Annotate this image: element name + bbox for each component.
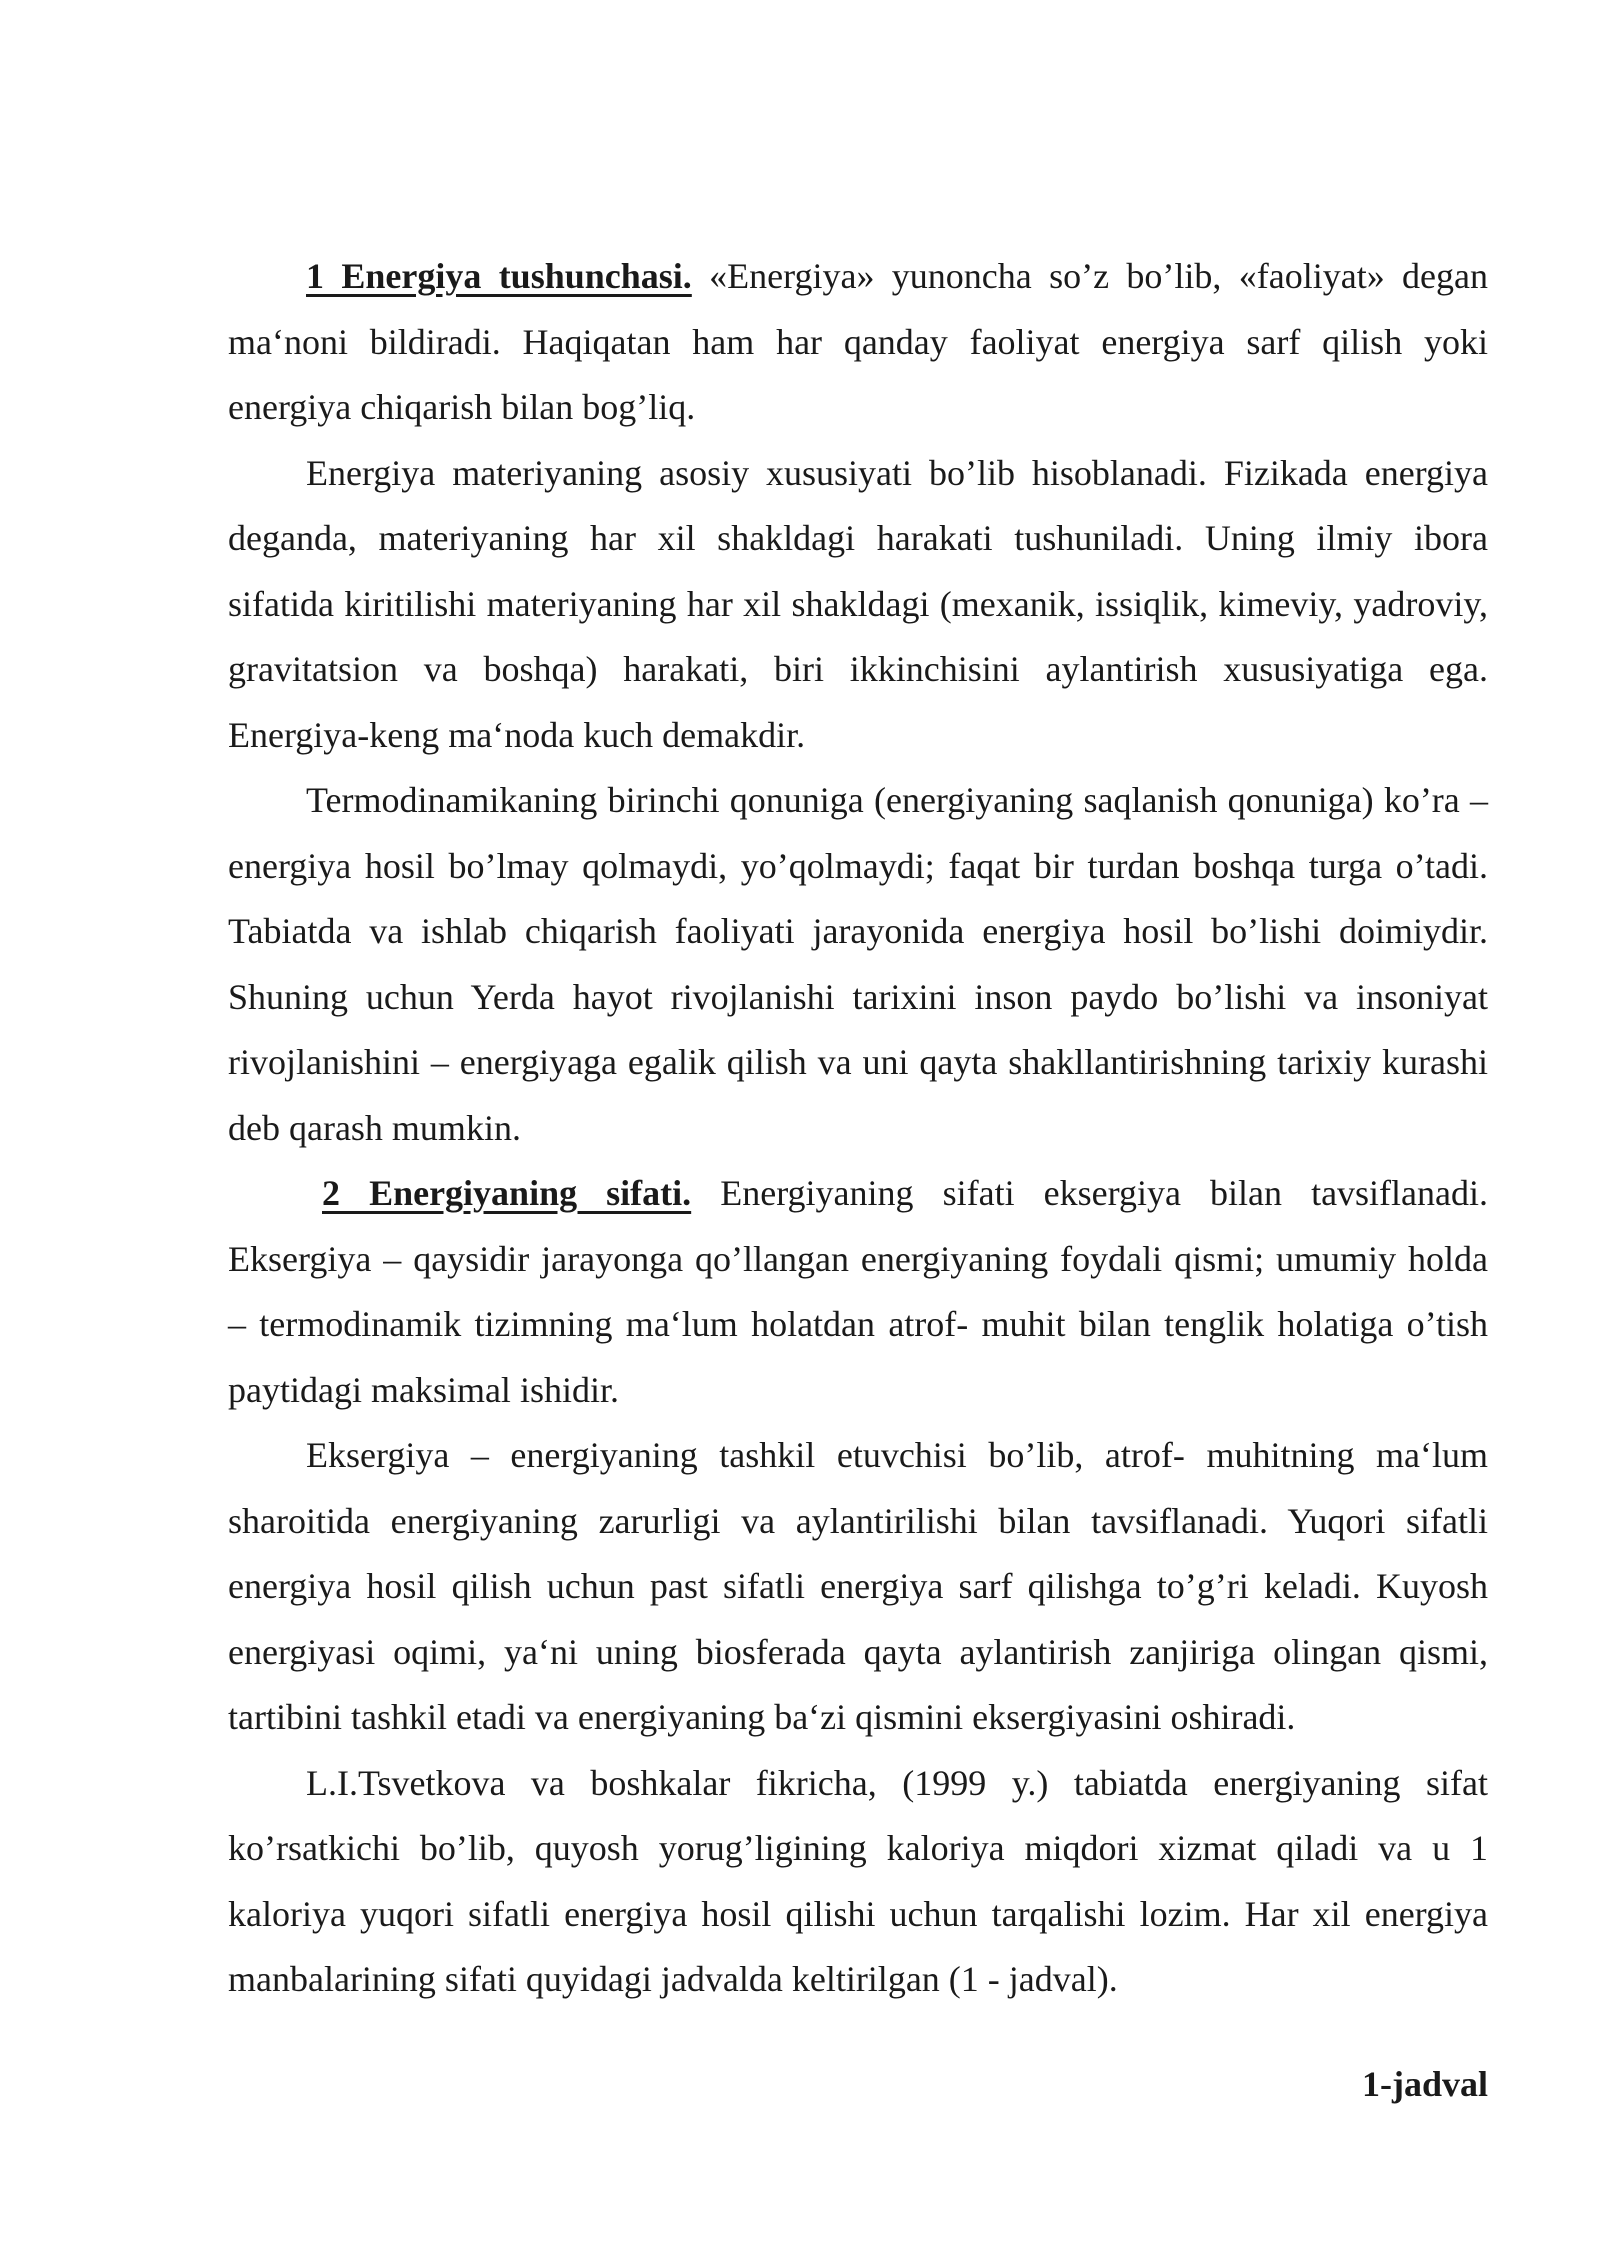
paragraph: Energiya materiyaning asosiy xususiyati bo’lib hisoblanadi. Fizikada energiya deganda, materiyaning har xil shakldagi harakati tushuniladi. Uning ilmiy ibora sifatida kiritilishi materiyaning har xil shakldagi (mexanik, issiqlik, kimeviy, yadroviy, gravitatsion va boshqa) harakati, biri ikkinchisini aylantirish xususiyatiga ega. Energiya-keng ma‘noda kuch demakdir. — [228, 452, 1488, 755]
section-heading: 2 Energiyaning sifati. — [322, 1173, 692, 1213]
table-label: 1-jadval — [1362, 2064, 1488, 2104]
paragraph-text: Energiyaning sifati eksergiya bilan tavsiflanadi. Eksergiya – qaysidir jarayonga qo’llangan energiyaning foydali qismi; umumiy holda – termodinamik tizimning ma‘lum holatdan atrof- muhit bilan tenglik holatiga o’tish paytidagi maksimal ishidir. — [228, 1173, 1489, 1410]
paragraph — [228, 1161, 1488, 1423]
paragraph: L.I.Tsvetkova va boshkalar fikricha, (1999 y.) tabiatda energiyaning sifat ko’rsatkichi bo’lib, quyosh yorug’ligining kaloriya miqdori xizmat qiladi va u 1 kaloriya yuqori sifatli energiya hosil qilishi uchun tarqalishi lozim. Har xil energiya manbalarining sifati quyidagi jadvalda keltirilgan (1 - jadval). — [228, 1762, 1488, 1999]
paragraph — [228, 244, 1488, 441]
paragraph: Termodinamikaning birinchi qonuniga (energiyaning saqlanish qonuniga) ko’ra – energiya hosil bo’lmay qolmaydi, yo’qolmaydi; faqat bir turdan boshqa turga o’tadi. Tabiatda va ishlab chiqarish faoliyati jarayonida energiya hosil bo’lishi doimiydir. Shuning uchun Yerda hayot rivojlanishi tarixini inson paydo bo’lishi va insoniyat rivojlanishini – energiyaga egalik qilish va uni qayta shakllantirishning tarixiy kurashi deb qarash mumkin. — [228, 780, 1488, 1148]
section-heading: 1 Energiya tushunchasi. — [306, 256, 692, 296]
paragraph-text: «Energiya» yunoncha so’z bo’lib, «faoliyat» degan ma‘noni bildiradi. Haqiqatan ham har qanday faoliyat energiya sarf qilish yoki energiya chiqarish bilan bog’liq. — [228, 256, 1489, 427]
paragraph: Eksergiya – energiyaning tashkil etuvchisi bo’lib, atrof- muhitning ma‘lum sharoitida energiyaning zarurligi va aylantirilishi bilan tavsiflanadi. Yuqori sifatli energiya hosil qilish uchun past sifatli energiya sarf qilishga to’g’ri keladi. Kuyosh energiyasi oqimi, ya‘ni uning biosferada qayta aylantirish zanjiriga olingan qismi, tartibini tashkil etadi va energiyaning ba‘zi qismini eksergiyasini oshiradi. — [228, 1435, 1488, 1737]
document-body — [228, 244, 1488, 2013]
